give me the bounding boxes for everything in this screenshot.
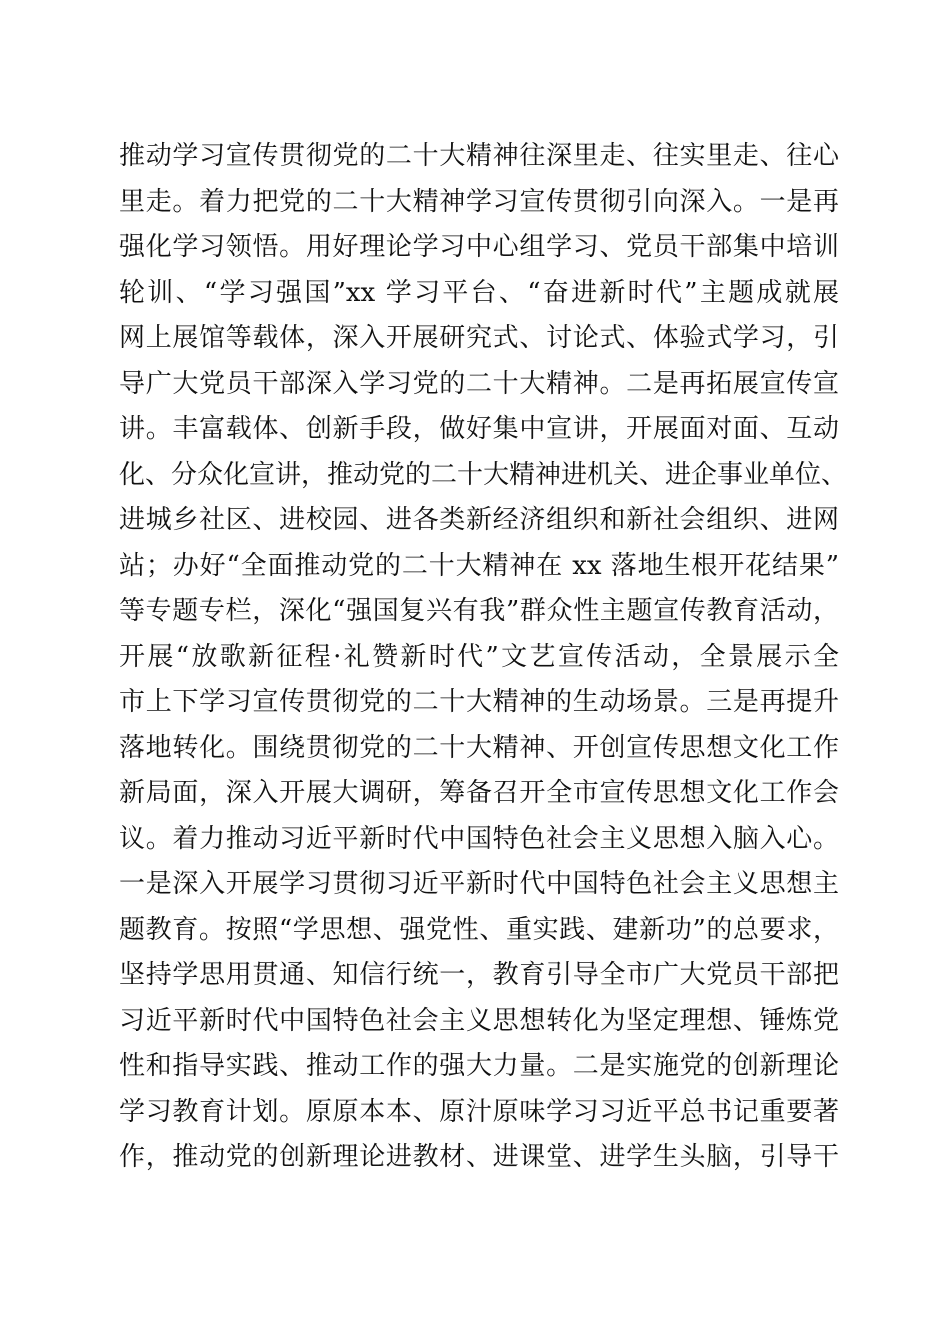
text-line: 作，推动党的创新理论进教材、进课堂、进学生头脑，引导干 [119,1142,839,1172]
text-line: 一是深入开展学习贯彻习近平新时代中国特色社会主义思想主 [119,869,839,899]
text-line: 轮训、“学习强国”xx 学习平台、“奋进新时代”主题成就展 [119,277,839,308]
body-text [119,134,848,1181]
text-line: 化、分众化宣讲，推动党的二十大精神进机关、进企事业单位、 [119,459,848,490]
text-line: 强化学习领悟。用好理论学习中心组学习、党员干部集中培训 [119,232,839,262]
text-line: 新局面，深入开展大调研，筹备召开全市宣传思想文化工作会 [119,778,839,808]
text-line: 推动学习宣传贯彻党的二十大精神往深里走、往实里走、往心 [119,141,839,171]
text-line: 题教育。按照“学思想、强党性、重实践、建新功”的总要求， [119,914,839,945]
text-line: 坚持学思用贯通、知信行统一，教育引导全市广大党员干部把 [119,960,839,990]
text-line: 市上下学习宣传贯彻党的二十大精神的生动场景。三是再提升 [119,687,839,717]
text-line: 议。着力推动习近平新时代中国特色社会主义思想入脑入心。 [119,823,839,854]
text-line: 讲。丰富载体、创新手段，做好集中宣讲，开展面对面、互动 [119,414,839,444]
text-line: 习近平新时代中国特色社会主义思想转化为坚定理想、锤炼党 [119,1005,839,1036]
text-line: 落地转化。围绕贯彻党的二十大精神、开创宣传思想文化工作 [119,732,839,763]
text-line: 导广大党员干部深入学习党的二十大精神。二是再拓展宣传宣 [119,368,839,399]
text-line: 网上展馆等载体，深入开展研究式、讨论式、体验式学习，引 [119,323,839,353]
text-line: 里走。着力把党的二十大精神学习宣传贯彻引向深入。一是再 [119,186,839,217]
text-line: 学习教育计划。原原本本、原汁原味学习习近平总书记重要著 [119,1096,839,1127]
text-line: 性和指导实践、推动工作的强大力量。二是实施党的创新理论 [119,1051,839,1081]
text-line: 进城乡社区、进校园、进各类新经济组织和新社会组织、进网 [119,505,839,535]
text-line: 开展“放歌新征程·礼赞新时代”文艺宣传活动，全景展示全 [119,641,839,672]
text-line: 等专题专栏，深化“强国复兴有我”群众性主题宣传教育活动， [119,596,839,626]
text-line: 站；办好“全面推动党的二十大精神在 xx 落地生根开花结果” [119,550,839,581]
